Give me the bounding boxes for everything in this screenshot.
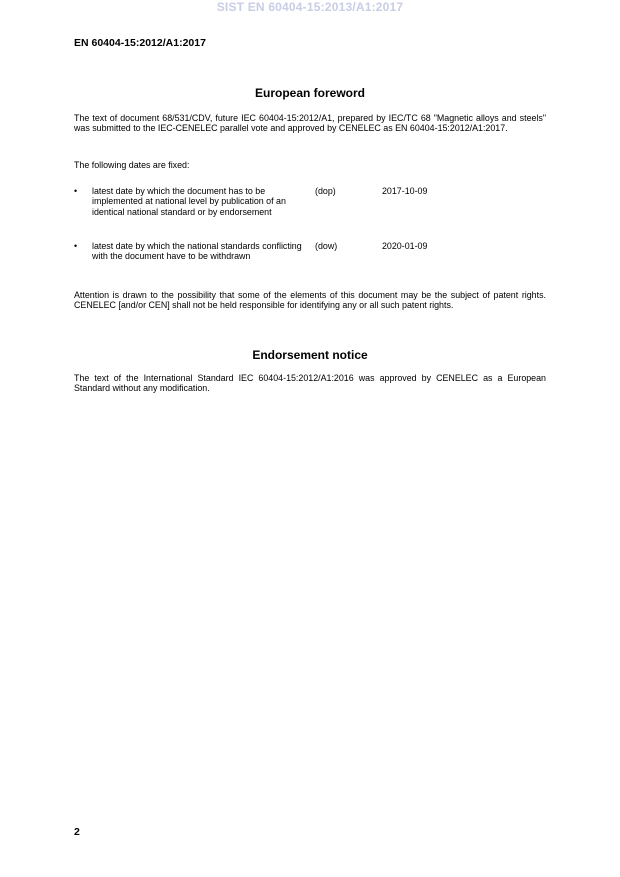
bullet-icon: • (74, 241, 78, 251)
dates-intro-paragraph: The following dates are fixed: (74, 160, 190, 170)
foreword-intro-paragraph: The text of document 68/531/CDV, future IEC 60404-15:2012/A1, prepared by IEC/TC 68 "Magnetic alloys and steels" was submitted to the IEC-CENELEC parallel vote and approved by CENELEC as EN 60404-15:2012/A1:2017. (74, 113, 546, 134)
endorsement-paragraph: The text of the International Standard IEC 60404-15:2012/A1:2016 was approved by CENELEC as a European Standard without any modification. (74, 373, 546, 394)
document-identifier: EN 60404-15:2012/A1:2017 (74, 37, 206, 49)
date-item-abbreviation: (dop) (315, 186, 336, 196)
foreword-heading: European foreword (254, 86, 365, 100)
date-item-date: 2017-10-09 (382, 186, 428, 196)
patent-attention-paragraph: Attention is drawn to the possibility that some of the elements of this document may be the subject of patent rights. CENELEC [and/or CEN] shall not be held responsible for identifying any or all such patent rights. (74, 290, 546, 311)
bullet-icon: • (74, 186, 78, 196)
watermark: SIST EN 60404-15:2013/A1:2017 (216, 0, 404, 14)
date-item-description: latest date by which the document has to be implemented at national level by publication of an identical national standard or by endorsement (92, 186, 286, 217)
date-item-abbreviation: (dow) (315, 241, 338, 251)
date-item-description: latest date by which the national standards conflicting with the document have to be withdrawn (92, 241, 302, 262)
endorsement-heading: Endorsement notice (252, 348, 368, 362)
page-number: 2 (74, 826, 80, 838)
date-item-date: 2020-01-09 (382, 241, 428, 251)
